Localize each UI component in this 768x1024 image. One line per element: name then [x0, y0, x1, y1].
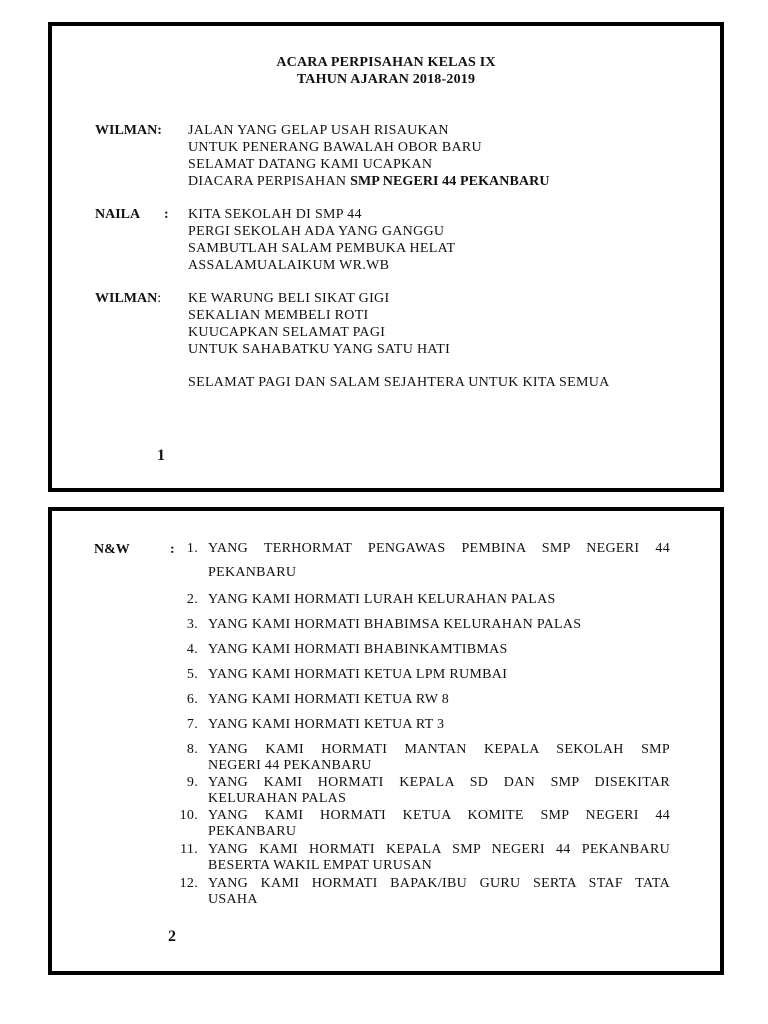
list-item-number: 9.	[186, 775, 198, 790]
closing-greeting: SELAMAT PAGI DAN SALAM SEJAHTERA UNTUK KITA SEMUA	[188, 375, 610, 390]
verse-line: ASSALAMUALAIKUM WR.WB	[188, 258, 390, 273]
verse-line: SEKALIAN MEMBELI ROTI	[188, 308, 369, 323]
list-item-text: YANG KAMI HORMATI MANTAN KEPALA SEKOLAH SMP	[208, 742, 670, 757]
list-item-number: 10.	[179, 808, 198, 823]
list-item-number: 7.	[186, 717, 198, 732]
list-item-number: 12.	[179, 876, 198, 891]
speaker-label: WILMAN:	[95, 123, 162, 138]
verse-line: KITA SEKOLAH DI SMP 44	[188, 207, 362, 222]
event-title: ACARA PERPISAHAN KELAS IX	[276, 55, 496, 70]
list-item-text: YANG KAMI HORMATI BAPAK/IBU GURU SERTA STAF TATA	[208, 876, 670, 891]
verse-line: SAMBUTLAH SALAM PEMBUKA HELAT	[188, 241, 456, 256]
list-item-text-continued: USAHA	[208, 892, 258, 907]
verse-line: UNTUK SAHABATKU YANG SATU HATI	[188, 342, 451, 357]
list-item-text-continued: PEKANBARU	[208, 565, 297, 580]
list-item-number: 2.	[186, 592, 198, 607]
verse-line: DIACARA PERPISAHAN SMP NEGERI 44 PEKANBARU	[188, 174, 550, 189]
academic-year-title: TAHUN AJARAN 2018-2019	[296, 72, 476, 87]
verse-line: SELAMAT DATANG KAMI UCAPKAN	[188, 157, 433, 172]
list-item-number: 8.	[186, 742, 198, 757]
speaker-label: WILMAN:	[95, 291, 162, 306]
script-page-2	[48, 507, 724, 975]
verse-line: PERGI SEKOLAH ADA YANG GANGGU	[188, 224, 445, 239]
speaker-label: NAILA :	[95, 207, 169, 222]
list-item-text-continued: PEKANBARU	[208, 824, 297, 839]
verse-line: KUUCAPKAN SELAMAT PAGI	[188, 325, 386, 340]
page-number: 1	[157, 447, 165, 464]
list-item-number: 6.	[186, 692, 198, 707]
list-item-number: 5.	[186, 667, 198, 682]
list-item-text: YANG KAMI HORMATI KETUA KOMITE SMP NEGERI 44	[208, 808, 670, 823]
list-item-text: YANG KAMI HORMATI BHABINKAMTIBMAS	[208, 642, 508, 657]
list-item-number: 3.	[186, 617, 198, 632]
list-item-text: YANG KAMI HORMATI KEPALA SD DAN SMP DISEKITAR	[208, 775, 670, 790]
list-item-text: YANG KAMI HORMATI KETUA RT 3	[208, 717, 445, 732]
list-item-text: YANG KAMI HORMATI KEPALA SMP NEGERI 44 PEKANBARU	[208, 842, 670, 857]
list-item-text: YANG KAMI HORMATI KETUA RW 8	[208, 692, 450, 707]
list-item	[179, 876, 684, 916]
list-item-text-continued: KELURAHAN PALAS	[208, 791, 347, 806]
verse-line: JALAN YANG GELAP USAH RISAUKAN	[188, 123, 449, 138]
list-item-text: YANG KAMI HORMATI BHABIMSA KELURAHAN PALAS	[208, 617, 582, 632]
list-item-text: YANG KAMI HORMATI LURAH KELURAHAN PALAS	[208, 592, 556, 607]
list-item	[188, 541, 684, 581]
list-item-text-continued: NEGERI 44 PEKANBARU	[208, 758, 372, 773]
list-item-text: YANG TERHORMAT PENGAWAS PEMBINA SMP NEGERI 44	[208, 541, 670, 556]
list-item-number: 4.	[186, 642, 198, 657]
script-page-1	[48, 22, 724, 492]
list-item-text-continued: BESERTA WAKIL EMPAT URUSAN	[208, 858, 433, 873]
list-item-number: 11.	[180, 842, 198, 857]
list-item-number: 1.	[186, 541, 198, 556]
verse-line: UNTUK PENERANG BAWALAH OBOR BARU	[188, 140, 482, 155]
list-item-text: YANG KAMI HORMATI KETUA LPM RUMBAI	[208, 667, 508, 682]
page-number: 2	[168, 928, 176, 945]
verse-line: KE WARUNG BELI SIKAT GIGI	[188, 291, 390, 306]
speaker-label: N&W :	[94, 542, 175, 557]
school-name: SMP NEGERI 44 PEKANBARU	[350, 174, 550, 189]
